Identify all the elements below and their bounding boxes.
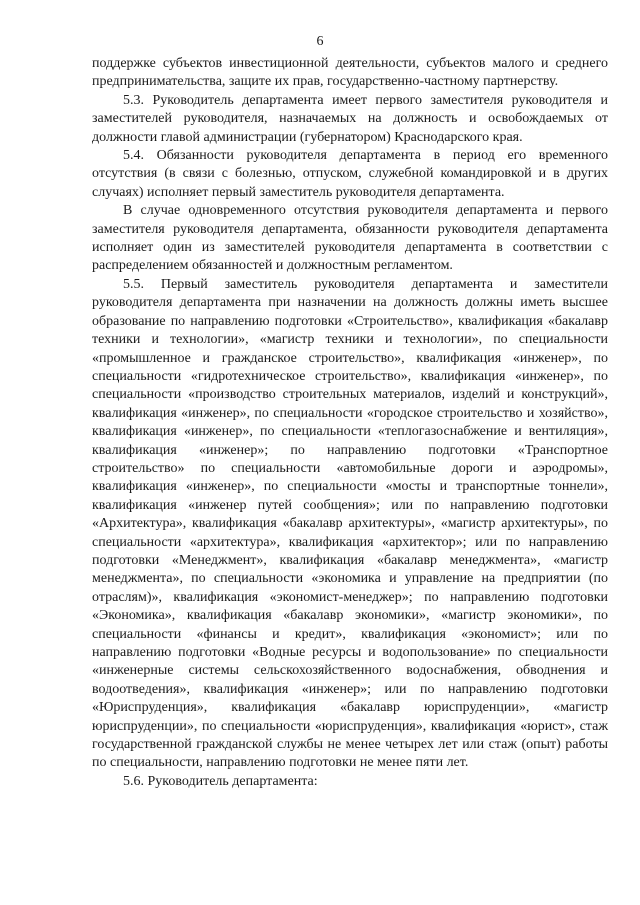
paragraph-5-5: 5.5. Первый заместитель руководителя департамента и заместители руководителя департамента при назначении на должность должны иметь высшее образование по направлению подготовки «Строительство», квалификация «бакалавр техники и технологии», «магистр техники и технологии», по специальности «промышленное и гражданское строительство», квалификация «инженер», по специальности «гидротехническое строительство», квалификация «инженер», по специальности «производство строительных материалов, изделий и конструкций», квалификация «инженер», по специальности «городское строительство и хозяйство», квалификация «инженер», по специальности «теплогазоснабжение и вентиляция», квалификация «инженер»; по направлению подготовки «Транспортное строительство» по специальности «автомобильные дороги и аэродромы», квалификация «инженер», по специальности «мосты и транспортные тоннели», квалификация «инженер путей сообщения»; или по направлению подготовки «Архитектура», квалификация «бакалавр архитектуры», «магистр архитектуры», по специальности «архитектура», квалификация «архитектор»; или по направлению подготовки «Менеджмент», квалификация «бакалавр менеджмента», «магистр менеджмента», по специальности «экономика и управление на предприятии (по отраслям)», квалификация «экономист-менеджер»; по направлению подготовки «Экономика», квалификация «бакалавр экономики», «магистр экономики», по специальности «финансы и кредит», квалификация «экономист»; или по направлению подготовки «Водные ресурсы и водопользование» по специальности «инженерные системы сельскохозяйственного водоснабжения, обводнения и водоотведения», квалификация «инженер»; или по направлению подготовки «Юриспруденция», квалификация «бакалавр юриспруденции», «магистр юриспруденции», по специальности «юриспруденция», квалификация «юрист», стаж государственной гражданской службы не менее четырех лет или стаж (опыт) работы по специальности, направлению подготовки не менее пяти лет. (92, 276, 608, 771)
paragraph-5-6: 5.6. Руководитель департамента: (123, 773, 318, 789)
paragraph-simultaneous-absence: В случае одновременного отсутствия руководителя департамента и первого заместителя руководителя департамента, обязанности руководителя департамента исполняет один из заместителей руководителя департамента в соответствии с распределением обязанностей и должностным регламентом. (92, 203, 608, 274)
page-number: 6 (316, 34, 324, 49)
paragraph-5-3: 5.3. Руководитель департамента имеет первого заместителя руководителя и заместителей руководителя, назначаемых на должность и освобождаемых от должности главой администрации (губернатором) Краснодарского края. (92, 92, 608, 145)
paragraph-continuation: поддержке субъектов инвестиционной деятельности, субъектов малого и среднего предпринимательства, защите их прав, государственно-частному партнерству. (92, 56, 608, 90)
paragraph-5-4: 5.4. Обязанности руководителя департамента в период его временного отсутствия (в связи с болезнью, отпуском, служебной командировкой и в других случаях) исполняет первый заместитель руководителя департамента. (92, 148, 608, 200)
document-body (92, 55, 608, 791)
